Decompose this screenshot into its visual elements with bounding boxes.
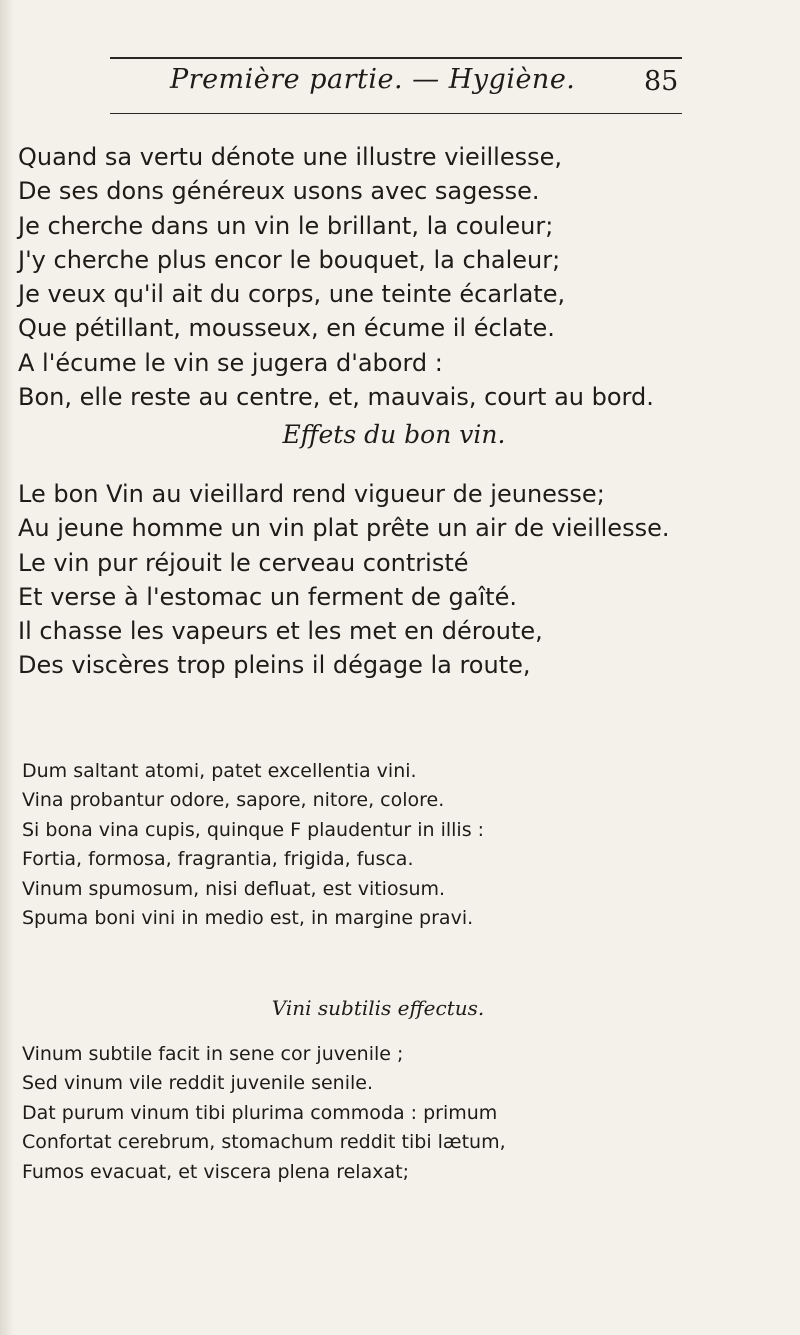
verse-line: Le bon Vin au vieillard rend vigueur de jeunesse;: [18, 480, 605, 508]
page-gutter-shadow: [0, 0, 14, 1335]
verse-line: Je veux qu'il ait du corps, une teinte écarlate,: [18, 280, 566, 309]
verse-line: De ses dons généreux usons avec sagesse.: [18, 177, 540, 206]
verse-line: Vina probantur odore, sapore, nitore, colore.: [22, 789, 445, 812]
verse-line: Confortat cerebrum, stomachum reddit tibi lætum,: [22, 1131, 506, 1154]
verse-line: Sed vinum vile reddit juvenile senile.: [22, 1072, 374, 1095]
verse-line: Si bona vina cupis, quinque F plaudentur in illis :: [22, 818, 485, 841]
verse-line: Spuma boni vini in medio est, in margine pravi.: [22, 906, 474, 929]
verse-line: Le vin pur réjouit le cerveau contristé: [18, 548, 469, 577]
verse-line: Et verse à l'estomac un ferment de gaîté.: [18, 582, 517, 611]
verse-line: Que pétillant, mousseux, en écume il éclate.: [18, 314, 555, 343]
verse-line: Dat purum vinum tibi plurima commoda : primum: [22, 1101, 498, 1124]
verse-line: Quand sa vertu dénote une illustre vieillesse,: [18, 143, 562, 171]
verse-line: Dum saltant atomi, patet excellentia vini.: [22, 760, 417, 782]
verse-line: Je cherche dans un vin le brillant, la couleur;: [18, 211, 554, 240]
latin-stanza-2: [22, 1040, 506, 1187]
verse-line: Bon, elle reste au centre, et, mauvais, court au bord.: [18, 383, 654, 412]
verse-line: A l'écume le vin se jugera d'abord :: [18, 348, 443, 377]
verse-line: Vinum subtile facit in sene cor juvenile ;: [22, 1043, 404, 1065]
french-section-title: Effets du bon vin.: [282, 420, 506, 449]
french-stanza-1: [18, 140, 654, 414]
french-stanza-2: [18, 477, 669, 683]
latin-stanza-1: [22, 757, 484, 933]
verse-line: Fumos evacuat, et viscera plena relaxat;: [22, 1160, 409, 1183]
page-number: 85: [644, 66, 679, 97]
verse-line: Fortia, formosa, fragrantia, frigida, fusca.: [22, 848, 414, 871]
latin-section-title: Vini subtilis effectus.: [271, 996, 485, 1020]
running-title: Première partie. — Hygiène.: [170, 64, 576, 95]
verse-line: Des viscères trop pleins il dégage la route,: [18, 651, 531, 680]
verse-line: J'y cherche plus encor le bouquet, la chaleur;: [18, 245, 561, 274]
verse-line: Il chasse les vapeurs et les met en déroute,: [18, 617, 543, 646]
header-bottom-rule: [110, 113, 682, 114]
verse-line: Vinum spumosum, nisi defluat, est vitiosum.: [22, 877, 446, 900]
verse-line: Au jeune homme un vin plat prête un air de vieillesse.: [18, 514, 670, 543]
header-top-rule: [110, 57, 682, 59]
